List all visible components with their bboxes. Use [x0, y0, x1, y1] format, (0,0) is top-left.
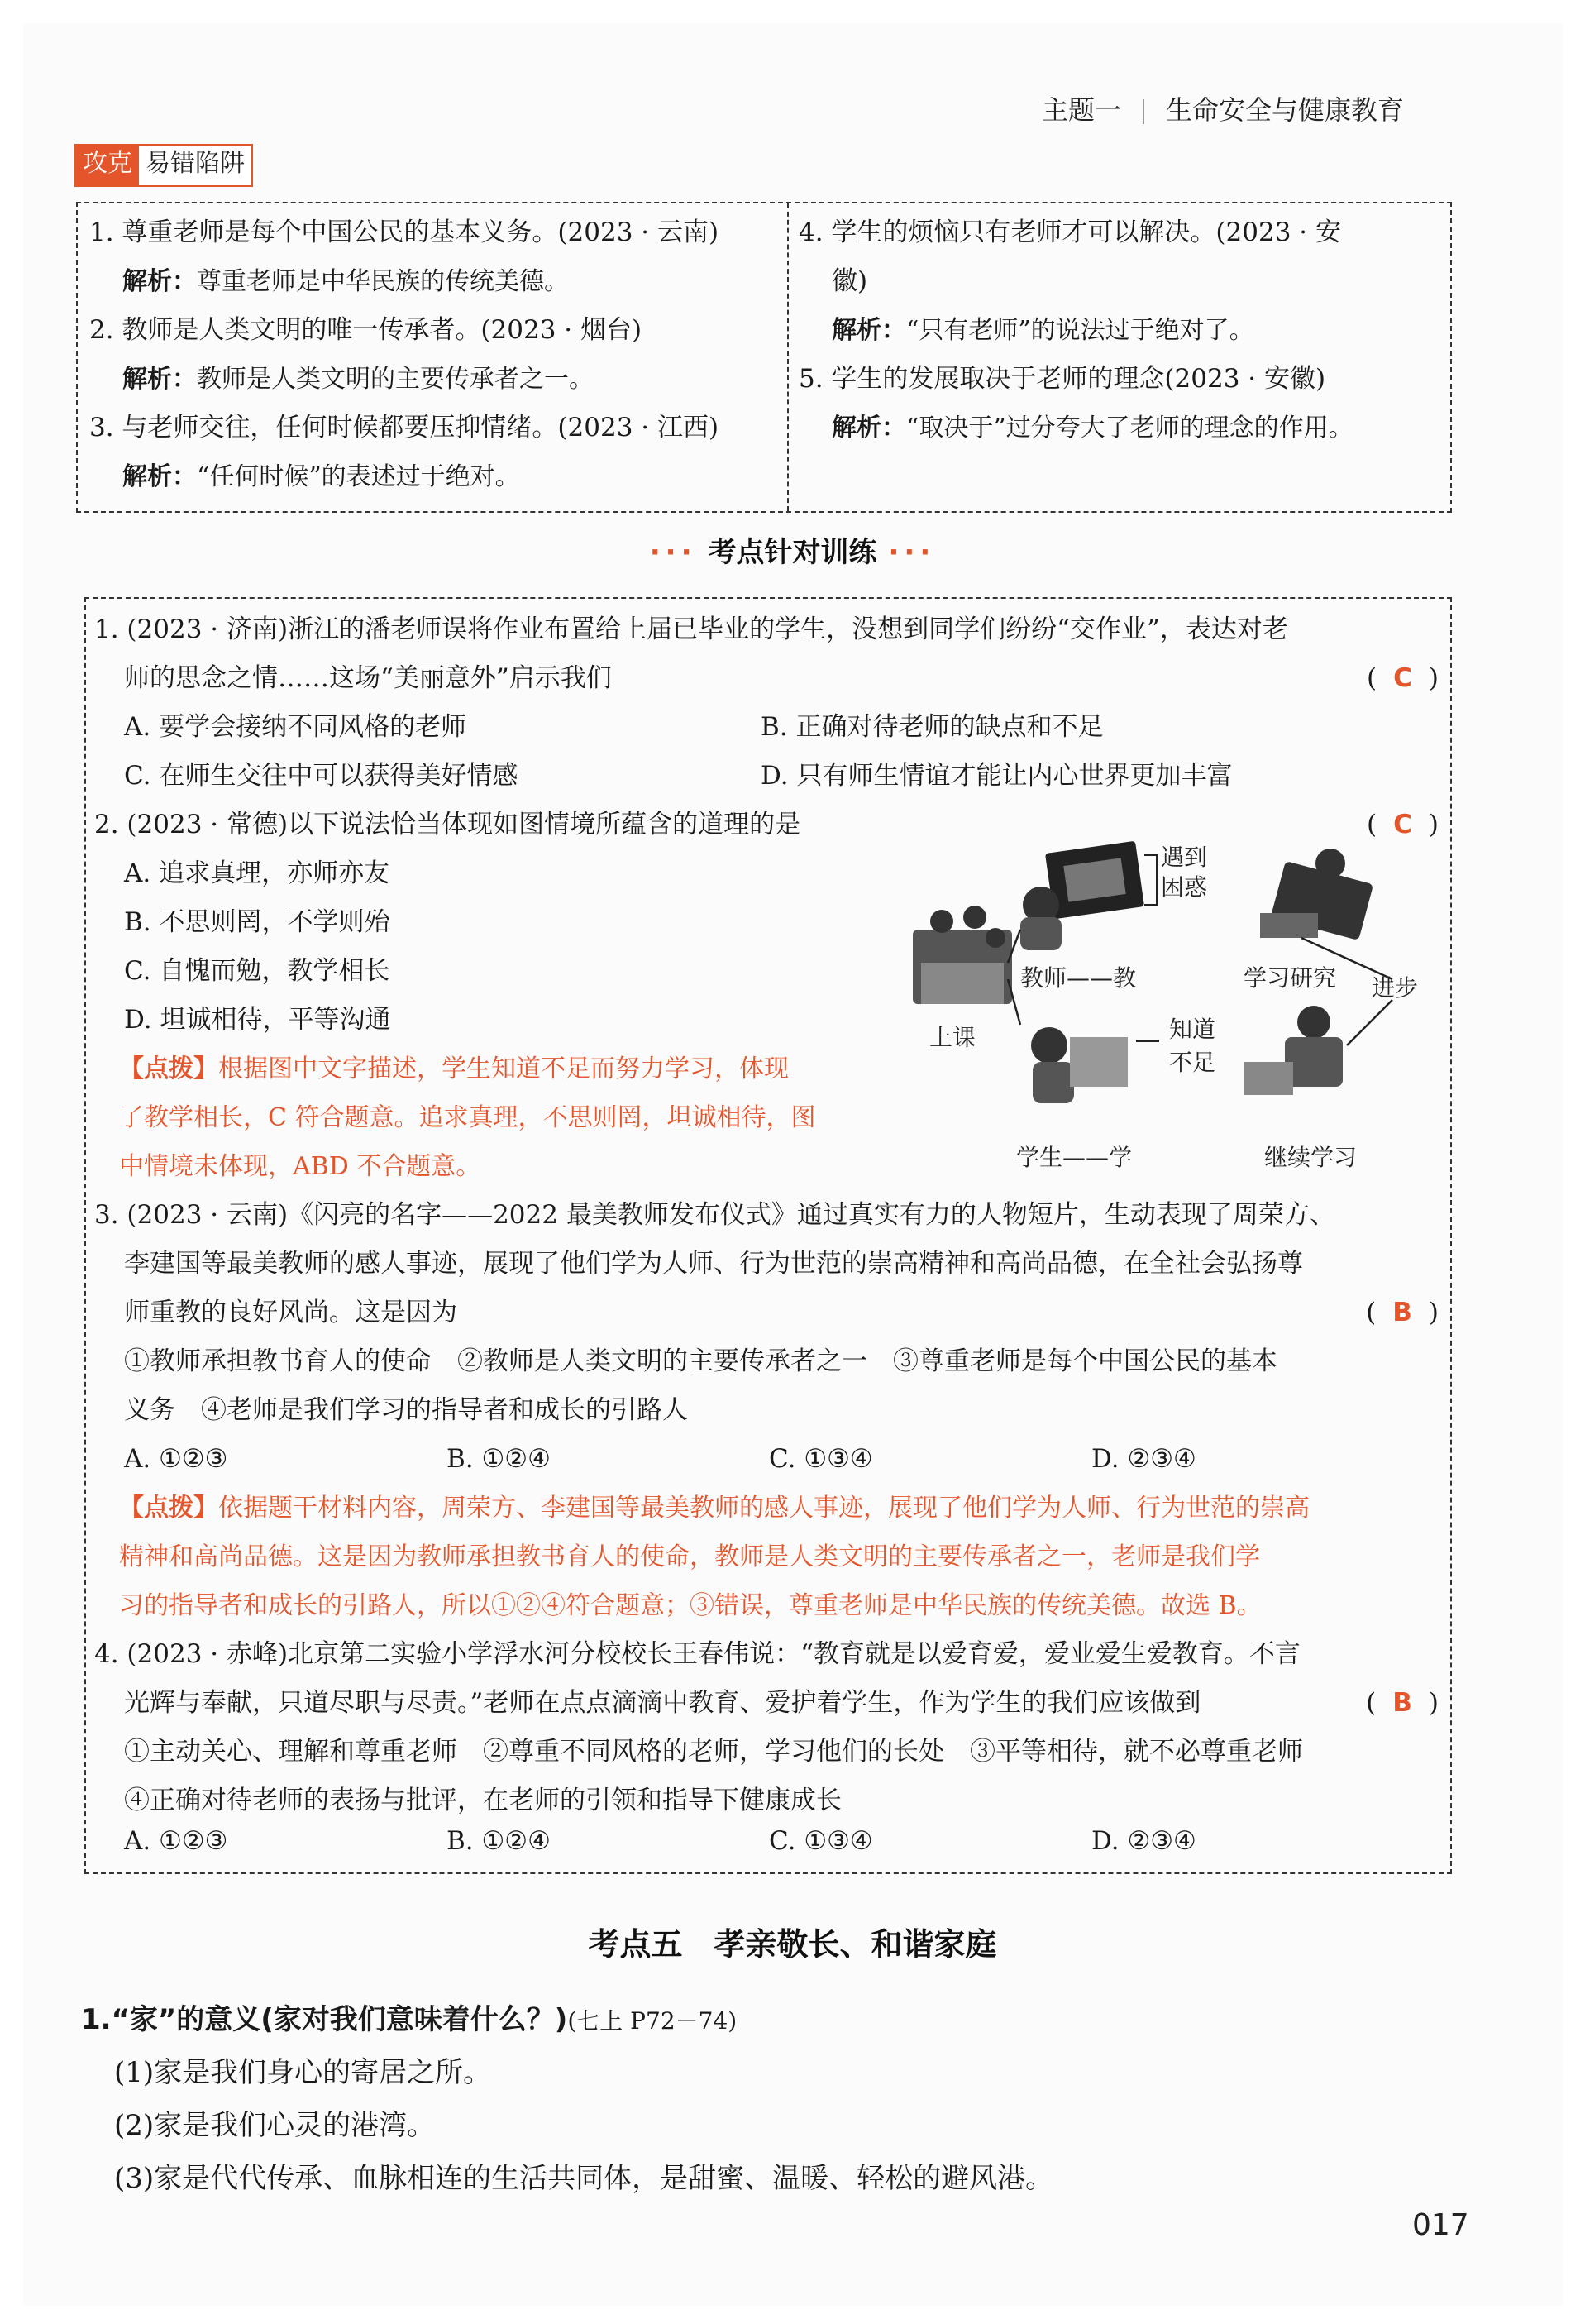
q1-answer: ( C ) [1367, 663, 1439, 693]
trap-statement: 3. 与老师交往，任何时候都要压抑情绪。(2023 · 江西) [89, 413, 719, 442]
practice-title-text: 考点针对训练 [708, 536, 877, 569]
q4-line1: 4. (2023 · 赤峰)北京第二实验小学浮水河分校校长王春伟说：“教育就是以爱育爱，爱业爱生爱教育。不言 [94, 1639, 1301, 1669]
tip-label: 【点拨】 [119, 1494, 218, 1523]
q2-diagram [896, 839, 1434, 1203]
classroom-illustration [913, 906, 1012, 1004]
header-theme: 主题一 [1042, 94, 1122, 126]
diagram-meet-line1: 遇到 [1161, 844, 1208, 871]
title-dots-left: ··· [649, 536, 697, 569]
traps-tag-b: 易错陷阱 [139, 146, 251, 185]
diagram-student-label: 学生——学 [1016, 1144, 1133, 1171]
explanation-label: 解析： [122, 462, 197, 491]
section-item: (3)家是代代传承、血脉相连的生活共同体，是甜蜜、温暖、轻松的避风港。 [114, 2162, 1054, 2195]
traps-right-column [799, 208, 1353, 452]
section-heading-text: 1.“家”的意义(家对我们意味着什么？) [81, 2003, 568, 2036]
trap-explanation [799, 404, 1353, 452]
diagram-continue-label: 继续学习 [1264, 1144, 1358, 1171]
q2-line1: 2. (2023 · 常德)以下说法恰当体现如图情境所蕴含的道理的是 [94, 810, 801, 839]
q1-line2: 师的思念之情……这场“美丽意外”启示我们 [124, 663, 612, 693]
q3-option-d: D. ②③④ [1091, 1444, 1196, 1474]
q1-option-d: D. 只有师生情谊才能让内心世界更加丰富 [761, 761, 1233, 791]
q3-line3: 师重教的良好风尚。这是因为 [124, 1298, 457, 1327]
diagram-know-line1: 知道 [1169, 1016, 1216, 1043]
research-illustration [1260, 849, 1373, 940]
q2-tip-line1 [119, 1045, 789, 1093]
diagram-progress-label: 进步 [1372, 974, 1419, 1002]
explanation-label: 解析： [832, 316, 906, 345]
explanation-text: “只有老师”的说法过于绝对了。 [906, 316, 1254, 345]
q1-option-b: B. 正确对待老师的缺点和不足 [761, 712, 1104, 742]
explanation-text: “任何时候”的表述过于绝对。 [197, 462, 520, 491]
student-illustration [1031, 1027, 1128, 1103]
q2-tip-line3: 中情境未体现，ABD 不合题意。 [119, 1152, 481, 1181]
trap-statement: 5. 学生的发展取决于老师的理念(2023 · 安徽) [799, 364, 1326, 394]
explanation-text: 尊重老师是中华民族的传统美德。 [197, 267, 569, 296]
explanation-label: 解析： [832, 414, 906, 442]
q2-answer-value: C [1393, 810, 1412, 839]
diagram-research-label: 学习研究 [1244, 964, 1337, 992]
meet-bracket [1144, 855, 1157, 905]
q4-option-d: D. ②③④ [1091, 1826, 1196, 1856]
trap-explanation [89, 452, 719, 501]
q3-answer: ( B ) [1366, 1298, 1439, 1327]
q2-answer: ( C ) [1367, 810, 1439, 839]
q3-tip-line1 [119, 1484, 1310, 1533]
traps-box [76, 202, 1452, 513]
header-title: 生命安全与健康教育 [1166, 94, 1405, 126]
diagram-class-label: 上课 [929, 1024, 976, 1051]
q2-option-b: B. 不思则罔，不学则殆 [124, 907, 390, 937]
q3-option-b: B. ①②④ [446, 1444, 551, 1474]
q2-option-a: A. 追求真理，亦师亦友 [124, 858, 390, 888]
section-item: (2)家是我们心灵的港湾。 [114, 2109, 436, 2142]
trap-explanation [89, 355, 719, 404]
explanation-text: 教师是人类文明的主要传承者之一。 [197, 365, 594, 394]
q1-line1: 1. (2023 · 济南)浙江的潘老师误将作业布置给上届已毕业的学生，没想到同学们纷纷“交作业”，表达对老 [94, 614, 1288, 644]
q3-tip-line3: 习的指导者和成长的引路人，所以①②④符合题意；③错误，尊重老师是中华民族的传统美德。故选 B。 [119, 1591, 1262, 1620]
explanation-label: 解析： [122, 365, 197, 394]
q2-option-c: C. 自愧而勉，教学相长 [124, 956, 390, 986]
q1-option-c: C. 在师生交往中可以获得美好情感 [124, 761, 518, 791]
q1-answer-value: C [1393, 663, 1412, 693]
trap-statement-cont: 徽) [832, 266, 868, 296]
tip-label: 【点拨】 [119, 1054, 218, 1083]
page-number: 017 [1412, 2208, 1469, 2242]
trap-explanation [799, 306, 1353, 355]
q2-tip-line2: 了教学相长，C 符合题意。追求真理，不思则罔，坦诚相待，图 [119, 1103, 816, 1132]
teacher-illustration [1020, 841, 1144, 950]
tip-text: 根据图中文字描述，学生知道不足而努力学习，体现 [218, 1054, 789, 1083]
trap-statement: 4. 学生的烦恼只有老师才可以解决。(2023 · 安 [799, 218, 1341, 247]
continue-illustration [1244, 1006, 1343, 1095]
q4-answer: ( B ) [1366, 1688, 1439, 1718]
q2-option-d: D. 坦诚相待，平等沟通 [124, 1005, 391, 1035]
tip-text: 依据题干材料内容，周荣方、李建国等最美教师的感人事迹，展现了他们学为人师、行为世范的崇高 [218, 1494, 1310, 1523]
q4-line2: 光辉与奉献，只道尽职与尽责。”老师在点点滴滴中教育、爱护着学生，作为学生的我们应该做到 [124, 1688, 1201, 1718]
diagram-teacher-label: 教师——教 [1020, 964, 1137, 992]
q4-statements-line1: ①主动关心、理解和尊重老师 ②尊重不同风格的老师，学习他们的长处 ③平等相待，就不必尊重老师 [124, 1737, 1303, 1767]
explanation-label: 解析： [122, 267, 197, 296]
q4-option-a: A. ①②③ [124, 1826, 228, 1856]
section-heading-ref: (七上 P72－74) [567, 2007, 738, 2035]
q3-line2: 李建国等最美教师的感人事迹，展现了他们学为人师、行为世范的崇高精神和高尚品德，在全社会弘扬尊 [124, 1249, 1303, 1279]
section-item: (1)家是我们身心的寄居之所。 [114, 2056, 492, 2089]
trap-statement: 2. 教师是人类文明的唯一传承者。(2023 · 烟台) [89, 315, 642, 345]
header-divider [1143, 99, 1144, 124]
q3-option-a: A. ①②③ [124, 1444, 228, 1474]
traps-tag-a: 攻克 [76, 146, 139, 185]
q4-option-b: B. ①②④ [446, 1826, 551, 1856]
traps-box-divider [787, 203, 789, 511]
running-header [1042, 89, 1404, 127]
section-title: 考点五 孝亲敬长、和谐家庭 [588, 1926, 997, 1963]
trap-statement: 1. 尊重老师是每个中国公民的基本义务。(2023 · 云南) [89, 218, 719, 247]
practice-title [0, 529, 1585, 570]
title-dots-right: ··· [888, 536, 936, 569]
explanation-text: “取决于”过分夸大了老师的理念的作用。 [906, 414, 1353, 442]
q4-statements-line2: ④正确对待老师的表扬与批评，在老师的引领和指导下健康成长 [124, 1786, 842, 1815]
q4-answer-value: B [1392, 1688, 1412, 1718]
traps-tag [74, 144, 253, 187]
traps-left-column [89, 208, 719, 501]
diagram-meet-line2: 困惑 [1161, 873, 1208, 901]
trap-explanation [89, 257, 719, 306]
practice-box [84, 597, 1452, 1874]
diagram-know-line2: 不足 [1169, 1049, 1216, 1076]
section-heading [81, 1993, 737, 2048]
q3-line1: 3. (2023 · 云南)《闪亮的名字——2022 最美教师发布仪式》通过真实有力的人物短片，生动表现了周荣方、 [94, 1200, 1335, 1230]
q4-option-c: C. ①③④ [769, 1826, 873, 1856]
q3-answer-value: B [1392, 1298, 1412, 1327]
q1-option-a: A. 要学会接纳不同风格的老师 [124, 712, 467, 742]
q3-option-c: C. ①③④ [769, 1444, 873, 1474]
q3-tip-line2: 精神和高尚品德。这是因为教师承担教书育人的使命，教师是人类文明的主要传承者之一，老师是我们学 [119, 1542, 1260, 1571]
q3-statements-line2: 义务 ④老师是我们学习的指导者和成长的引路人 [124, 1395, 688, 1425]
q3-statements-line1: ①教师承担教书育人的使命 ②教师是人类文明的主要传承者之一 ③尊重老师是每个中国公民的基本 [124, 1346, 1277, 1376]
